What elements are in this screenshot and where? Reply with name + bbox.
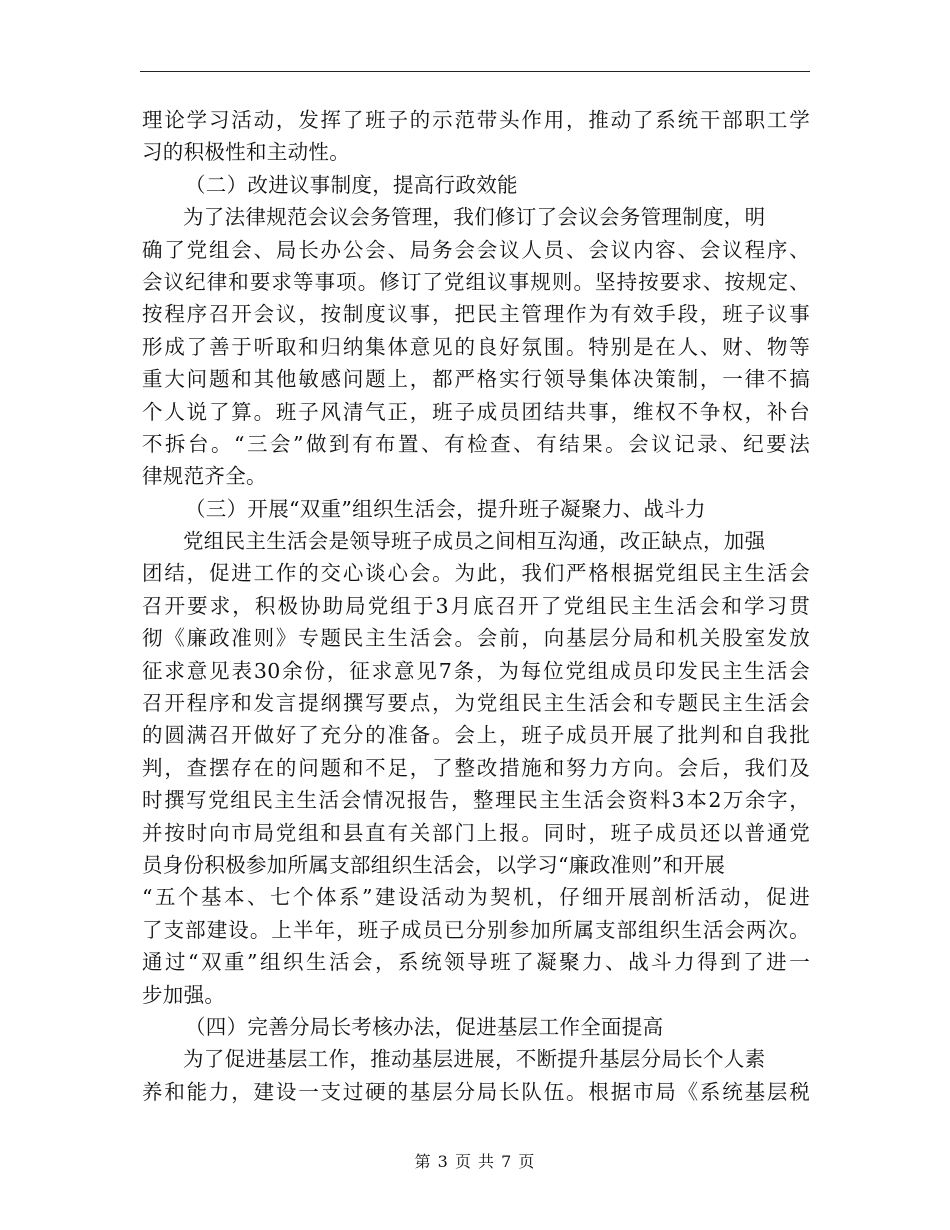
- body-text-line: 步加强。: [142, 982, 226, 1007]
- body-text-line: 并按时向市局党组和县直有关部门上报。同时，班子成员还以普通党: [142, 820, 810, 845]
- body-text-line: 通过“双重”组织生活会，系统领导班了凝聚力、战斗力得到了进一: [142, 950, 810, 975]
- body-text-line: 律规范齐全。: [142, 464, 267, 489]
- body-text-line: 彻《廉政准则》专题民主生活会。会前，向基层分局和机关股室发放: [142, 626, 810, 651]
- body-text-line: 养和能力，建设一支过硬的基层分局长队伍。根据市局《系统基层税: [142, 1079, 810, 1104]
- body-text-line: 个人说了算。班子风清气正，班子成员团结共事，维权不争权，补台: [142, 399, 810, 424]
- body-text-line: 的圆满召开做好了充分的准备。会上，班子成员开展了批判和自我批: [142, 723, 810, 748]
- body-text-line: 为了法律规范会议会务管理，我们修订了会议会务管理制度，明: [183, 205, 766, 230]
- body-text-line: “五个基本、七个体系”建设活动为契机，仔细开展剖析活动，促进: [142, 885, 810, 910]
- body-text-line: 了支部建设。上半年，班子成员已分别参加所属支部组织生活会两次。: [142, 917, 810, 942]
- page-footer: 第 3 页 共 7 页: [414, 1152, 536, 1171]
- body-text-line: 习的积极性和主动性。: [142, 140, 350, 165]
- document-body: [142, 104, 810, 1108]
- body-text-line: 团结，促进工作的交心谈心会。为此，我们严格根据党组民主生活会: [142, 561, 810, 586]
- body-text-line: 时撰写党组民主生活会情况报告，整理民主生活会资料3本2万余字，: [142, 788, 810, 813]
- body-text-line: （四）完善分局长考核办法，促进基层工作全面提高: [185, 1014, 664, 1039]
- body-text-line: 判，查摆存在的问题和不足，了整改措施和努力方向。会后，我们及: [142, 755, 810, 780]
- body-text-line: 不拆台。“三会”做到有布置、有检查、有结果。会议记录、纪要法: [142, 431, 810, 456]
- body-text-line: 召开程序和发言提纲撰写要点，为党组民主生活会和专题民主生活会: [142, 691, 810, 716]
- body-text-line: 确了党组会、局长办公会、局务会会议人员、会议内容、会议程序、: [142, 237, 810, 262]
- body-text-line: 为了促进基层工作，推动基层进展，不断提升基层分局长个人素: [183, 1047, 766, 1072]
- body-text-line: 员身份积极参加所属支部组织生活会，以学习“廉政准则”和开展: [142, 852, 726, 877]
- body-text-line: （二）改进议事制度，提高行政效能: [185, 172, 518, 197]
- body-text-line: （三）开展“双重”组织生活会，提升班子凝聚力、战斗力: [185, 496, 706, 521]
- body-text-line: 按程序召开会议，按制度议事，把民主管理作为有效手段，班子议事: [142, 302, 810, 327]
- body-text-line: 征求意见表30余份，征求意见7条，为每位党组成员印发民主生活会: [142, 658, 810, 683]
- body-text-line: 党组民主生活会是领导班子成员之间相互沟通，改正缺点，加强: [183, 529, 766, 554]
- body-text-line: 理论学习活动，发挥了班子的示范带头作用，推动了系统干部职工学: [142, 108, 810, 132]
- body-text-line: 会议纪律和要求等事项。修订了党组议事规则。坚持按要求、按规定、: [142, 269, 810, 294]
- header-rule: [140, 71, 810, 72]
- body-text-line: 重大问题和其他敏感问题上，都严格实行领导集体决策制，一律不搞: [142, 367, 810, 392]
- body-text-line: 形成了善于听取和归纳集体意见的良好氛围。特别是在人、财、物等: [142, 334, 810, 359]
- body-text-line: 召开要求，积极协助局党组于3月底召开了党组民主生活会和学习贯: [142, 593, 810, 618]
